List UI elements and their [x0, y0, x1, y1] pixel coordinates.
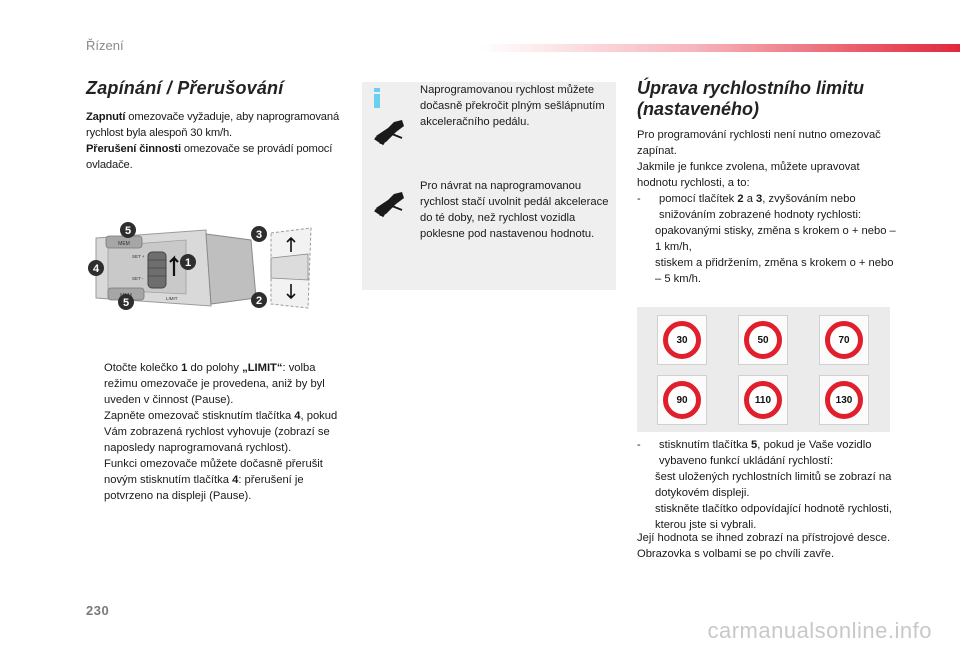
sub-text: šest uložených rychlostních limitů se zobrazí na dotykovém displeji. — [655, 471, 892, 499]
dash-bold: 3 — [756, 193, 763, 205]
intro-bold-2: Přerušení činnosti — [86, 143, 181, 155]
pedal-release-icon — [372, 188, 406, 218]
set-minus-label: SET - — [132, 276, 144, 281]
list-item — [637, 469, 897, 501]
right-intro-line-2: Jakmile je funkce zvolena, můžete upravovat hodnotu rychlosti, a to: — [637, 161, 860, 189]
badge-2: 2 — [255, 295, 263, 307]
badge-3: 3 — [255, 229, 263, 241]
bullet-bold: 4 — [232, 474, 239, 486]
list-item — [86, 456, 348, 504]
speed-sign-value: 90 — [663, 381, 701, 419]
badge-1: 1 — [184, 257, 192, 269]
right-list-buttons-2-3 — [637, 191, 897, 287]
dash-bullet: - — [637, 193, 641, 205]
bullet-text: : volba režimu omezovače je provedena, aniž by byl uveden v činnost (Pause). — [104, 362, 325, 406]
right-intro-line-1: Pro programování rychlosti není nutno omezovač zapínat. — [637, 129, 881, 157]
pedal-foot-icon — [372, 116, 406, 146]
badge-5-top: 5 — [124, 225, 132, 237]
speed-sign-130[interactable] — [819, 375, 869, 425]
watermark: carmanualsonline.info — [707, 618, 932, 643]
left-bullet-list — [86, 360, 348, 504]
badge-5-bottom: 5 — [122, 297, 130, 309]
sub-text: stiskem a přidržením, změna s krokem o + nebo – 5 km/h. — [655, 257, 894, 285]
bullet-text: , pokud Vám zobrazená rychlost vyhovuje (zobrazí se naposledy naprogramovaná rychlost). — [104, 410, 338, 454]
dash-bullet: - — [637, 439, 641, 451]
bullet-text: Otočte kolečko — [104, 362, 182, 374]
page-number: 230 — [86, 603, 110, 618]
speed-sign-value: 30 — [663, 321, 701, 359]
sub-text: stiskněte tlačítko odpovídající hodnotě rychlosti, kterou jste si vybrali. — [655, 503, 892, 531]
speed-sign-value: 110 — [744, 381, 782, 419]
bullet-text: do polohy — [187, 362, 243, 374]
speed-sign-value: 130 — [825, 381, 863, 419]
intro-paragraph — [86, 109, 348, 173]
dash-text: stisknutím tlačítka — [659, 439, 752, 451]
info-icon — [370, 88, 384, 108]
info-text-return: Pro návrat na naprogramovanou rychlost stačí uvolnit pedál akcelerace do té doby, než rychlost vozidla poklesne pod nastavenou hodnotu. — [420, 180, 609, 240]
section-title-left: Zapínání / Přerušování — [86, 78, 284, 98]
section-title-right: Úprava rychlostního limitu (nastaveného) — [637, 78, 865, 119]
dash-text: pomocí tlačítek — [659, 193, 738, 205]
mem-label-top: MEM — [118, 241, 130, 247]
speed-sign-30[interactable] — [657, 315, 707, 365]
sub-text: opakovanými stisky, změna s krokem o + nebo – 1 km/h, — [655, 225, 896, 253]
speed-sign-90[interactable] — [657, 375, 707, 425]
set-plus-label: SET + — [132, 254, 145, 259]
list-item — [637, 255, 897, 287]
dash-bold: 2 — [737, 193, 744, 205]
stalk-drawing — [86, 218, 336, 318]
header-accent-line — [480, 44, 960, 52]
speed-sign-110[interactable] — [738, 375, 788, 425]
dash-text: a — [743, 193, 757, 205]
intro-bold-1: Zapnutí — [86, 111, 126, 123]
list-item — [637, 437, 897, 469]
list-item — [637, 191, 897, 223]
intro-text-1: omezovače vyžaduje, aby naprogramovaná rychlost byla alespoň 30 km/h. — [86, 111, 340, 139]
info-box — [362, 82, 616, 290]
dash-text: , zvyšováním nebo snižováním zobrazené hodnoty rychlosti: — [659, 193, 862, 221]
bullet-bold: 4 — [294, 410, 301, 422]
badge-4: 4 — [92, 263, 100, 275]
bullet-text: : přerušení je potvrzeno na displeji (Pause). — [104, 474, 304, 502]
list-item — [637, 501, 897, 533]
list-item — [86, 360, 348, 408]
bullet-text: Funkci omezovače můžete dočasně přerušit novým stisknutím tlačítka — [104, 458, 323, 486]
limit-label: LIMIT — [166, 296, 178, 301]
speed-sign-value: 70 — [825, 321, 863, 359]
bullet-text: Zapněte omezovač stisknutím tlačítka — [104, 410, 295, 422]
right-intro-paragraph — [637, 127, 897, 191]
list-item — [86, 408, 348, 456]
info-text-override: Naprogramovanou rychlost můžete dočasně překročit plným sešlápnutím akceleračního pedálu. — [420, 84, 605, 128]
dash-bold: 5 — [751, 439, 758, 451]
intro-text-2: omezovače se provádí pomocí ovladače. — [86, 143, 333, 171]
closing-line-2: Obrazovka s volbami se po chvíli zavře. — [637, 548, 835, 560]
stalk-illustration — [86, 218, 336, 318]
right-list-button-5 — [637, 437, 897, 533]
dash-text: , pokud je Vaše vozidlo vybaveno funkcí ukládání rychlostí: — [659, 439, 872, 467]
bullet-bold: „LIMIT“ — [242, 362, 283, 374]
right-closing-paragraph — [637, 530, 897, 562]
speed-sign-70[interactable] — [819, 315, 869, 365]
section-label: Řízení — [86, 38, 124, 53]
bullet-bold: 1 — [181, 362, 188, 374]
speed-sign-50[interactable] — [738, 315, 788, 365]
speed-limit-signs-panel — [637, 307, 890, 432]
speed-sign-value: 50 — [744, 321, 782, 359]
closing-line-1: Její hodnota se ihned zobrazí na přístrojové desce. — [637, 532, 891, 544]
list-item — [637, 223, 897, 255]
